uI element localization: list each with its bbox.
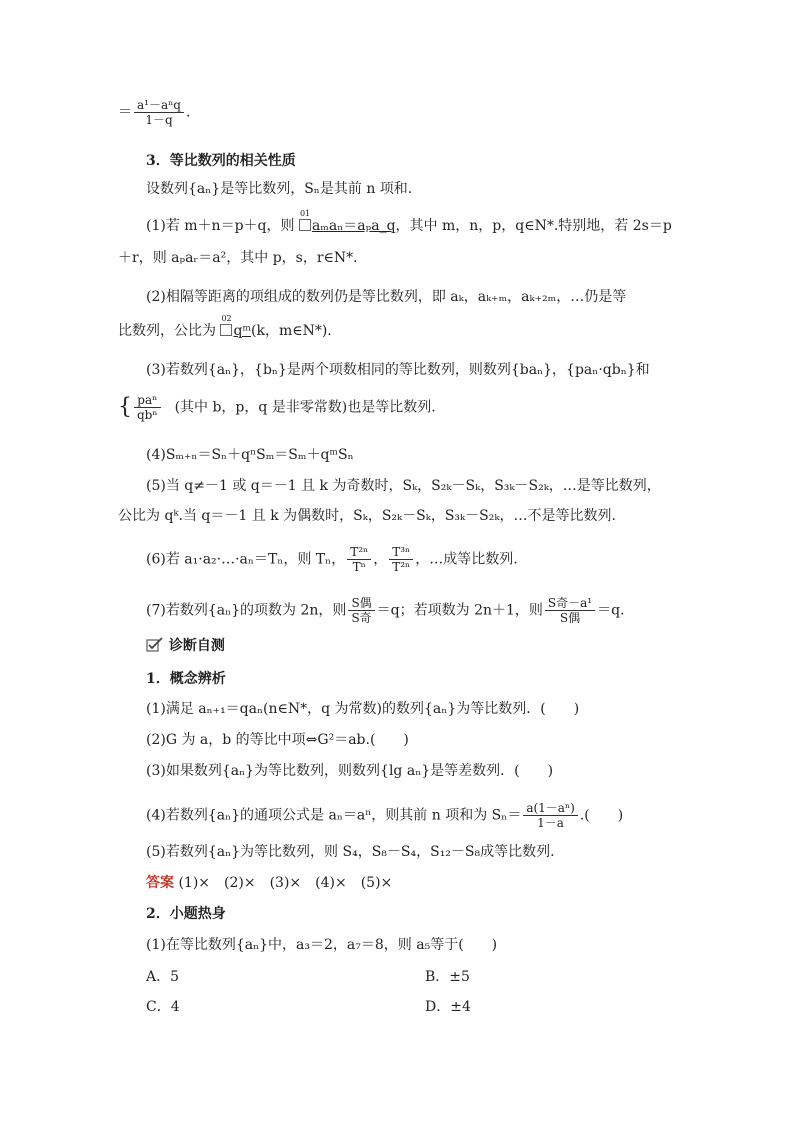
option-b: B．±5 — [425, 969, 470, 985]
prop-1-line-2: ＋r，则 aₚaᵣ＝a²，其中 p，s，r∈N*. — [118, 250, 358, 266]
list-item: (3)如果数列{aₙ}为等比数列，则数列{lg aₙ}是等差数列．( ) — [146, 763, 554, 779]
fraction: $\frac{\text{a¹－aⁿq}}{1-q}$ — [134, 98, 184, 127]
answer-line: 答案 (1)× (2)× (3)× (4)× (5)× — [146, 875, 393, 891]
prop-4: (4)Sₘ₊ₙ＝Sₙ＋qⁿSₘ＝Sₘ＋qᵐSₙ — [146, 447, 354, 463]
q2-1: (1)在等比数列{aₙ}中，a₃＝2，a₇＝8，则 a₅等于( ) — [146, 937, 498, 953]
diagnosis-heading: 诊断自测 — [146, 637, 225, 655]
answer-box-icon: 01 — [299, 219, 311, 231]
section-title: 3．等比数列的相关性质 — [146, 153, 296, 169]
fraction: $\frac{\text{S奇－a¹}}{\text{S偶}}$ — [545, 596, 595, 625]
fraction: $\frac{\text{S偶}}{\text{S奇}}$ — [348, 596, 374, 625]
prop-2-line-1: (2)相隔等距离的项组成的数列仍是等比数列，即 aₖ，aₖ₊ₘ，aₖ₊₂ₘ，…仍是等 — [146, 289, 627, 305]
prop-6: (6)若 a₁·a₂·…·aₙ＝Tₙ，则 Tₙ， $\frac{\text{T²ⁿ}}{\text{Tⁿ}}$ ， $\frac{\text{T³ⁿ}}{\text{T²ⁿ}}$ ，…成等比数列. — [146, 545, 518, 574]
q2-title: 2．小题热身 — [146, 906, 226, 922]
fraction: $\frac{\text{T²ⁿ}}{\text{Tⁿ}}$ — [347, 545, 371, 574]
list-item: (2)G 为 a，b 的等比中项⇔G²＝ab.( ) — [146, 732, 409, 748]
option-a: A．5 — [146, 969, 180, 985]
answer-box-icon: 02 — [220, 324, 232, 336]
prop-3-line-1: (3)若数列{aₙ}，{bₙ}是两个项数相同的等比数列，则数列{baₙ}，{paₙ·qbₙ}和 — [146, 362, 650, 378]
option-d: D．±4 — [425, 999, 471, 1015]
prop-3-line-2: { $\frac{\text{paⁿ}}{\text{qbⁿ}}$ (其中 b，p，q 是非零常数)也是等比数列. — [118, 393, 436, 422]
fraction: $\frac{\text{a(1－aⁿ)}}{1-a}$ — [523, 801, 578, 830]
answer-label: 答案 — [146, 875, 174, 891]
prop-1-line-1: (1)若 m＋n＝p＋q，则 01 aₘaₙ＝aₚa_q，其中 m，n，p，q∈N*.特别地，若 2s＝p — [146, 209, 672, 234]
prop-7: (7)若数列{aₙ}的项数为 2n，则 $\frac{\text{S偶}}{\text{S奇}}$ ＝q；若项数为 2n＋1，则 $\frac{\text{S奇－a¹}}{\text{S偶}}$ ＝q. — [146, 596, 625, 625]
intro-text: 设数列{aₙ}是等比数列，Sₙ是其前 n 项和. — [146, 181, 413, 197]
prop-2-line-2: 比数列，公比为 02 qᵐ(k，m∈N*). — [118, 314, 332, 339]
prop-5-line-2: 公比为 qᵏ.当 q＝－1 且 k 为偶数时，Sₖ，S₂ₖ－Sₖ，S₃ₖ－S₂ₖ，…不是等比数列. — [118, 508, 616, 524]
fraction: $\frac{\text{paⁿ}}{\text{qbⁿ}}$ — [134, 393, 161, 422]
option-c: C．4 — [146, 999, 180, 1015]
prop-5-line-1: (5)当 q≠－1 或 q＝－1 且 k 为奇数时，Sₖ，S₂ₖ－Sₖ，S₃ₖ－S₂ₖ，…是等比数列， — [146, 478, 661, 494]
q1-title: 1．概念辨析 — [146, 671, 226, 687]
list-item: (5)若数列{aₙ}为等比数列，则 S₄，S₈－S₄，S₁₂－S₈成等比数列. — [146, 844, 555, 860]
fraction: $\frac{\text{T³ⁿ}}{\text{T²ⁿ}}$ — [389, 545, 413, 574]
list-item: (1)满足 aₙ₊₁＝qaₙ(n∈N*，q 为常数)的数列{aₙ}为等比数列．( ) — [146, 701, 580, 717]
list-item: (4)若数列{aₙ}的通项公式是 aₙ＝aⁿ，则其前 n 项和为 Sₙ＝ $\frac{\text{a(1－aⁿ)}}{1-a}$ .( ) — [146, 801, 624, 830]
checkmark-pencil-icon — [146, 637, 164, 653]
formula-top: ＝ $\frac{\text{a¹－aⁿq}}{1-q}$ . — [118, 98, 191, 127]
